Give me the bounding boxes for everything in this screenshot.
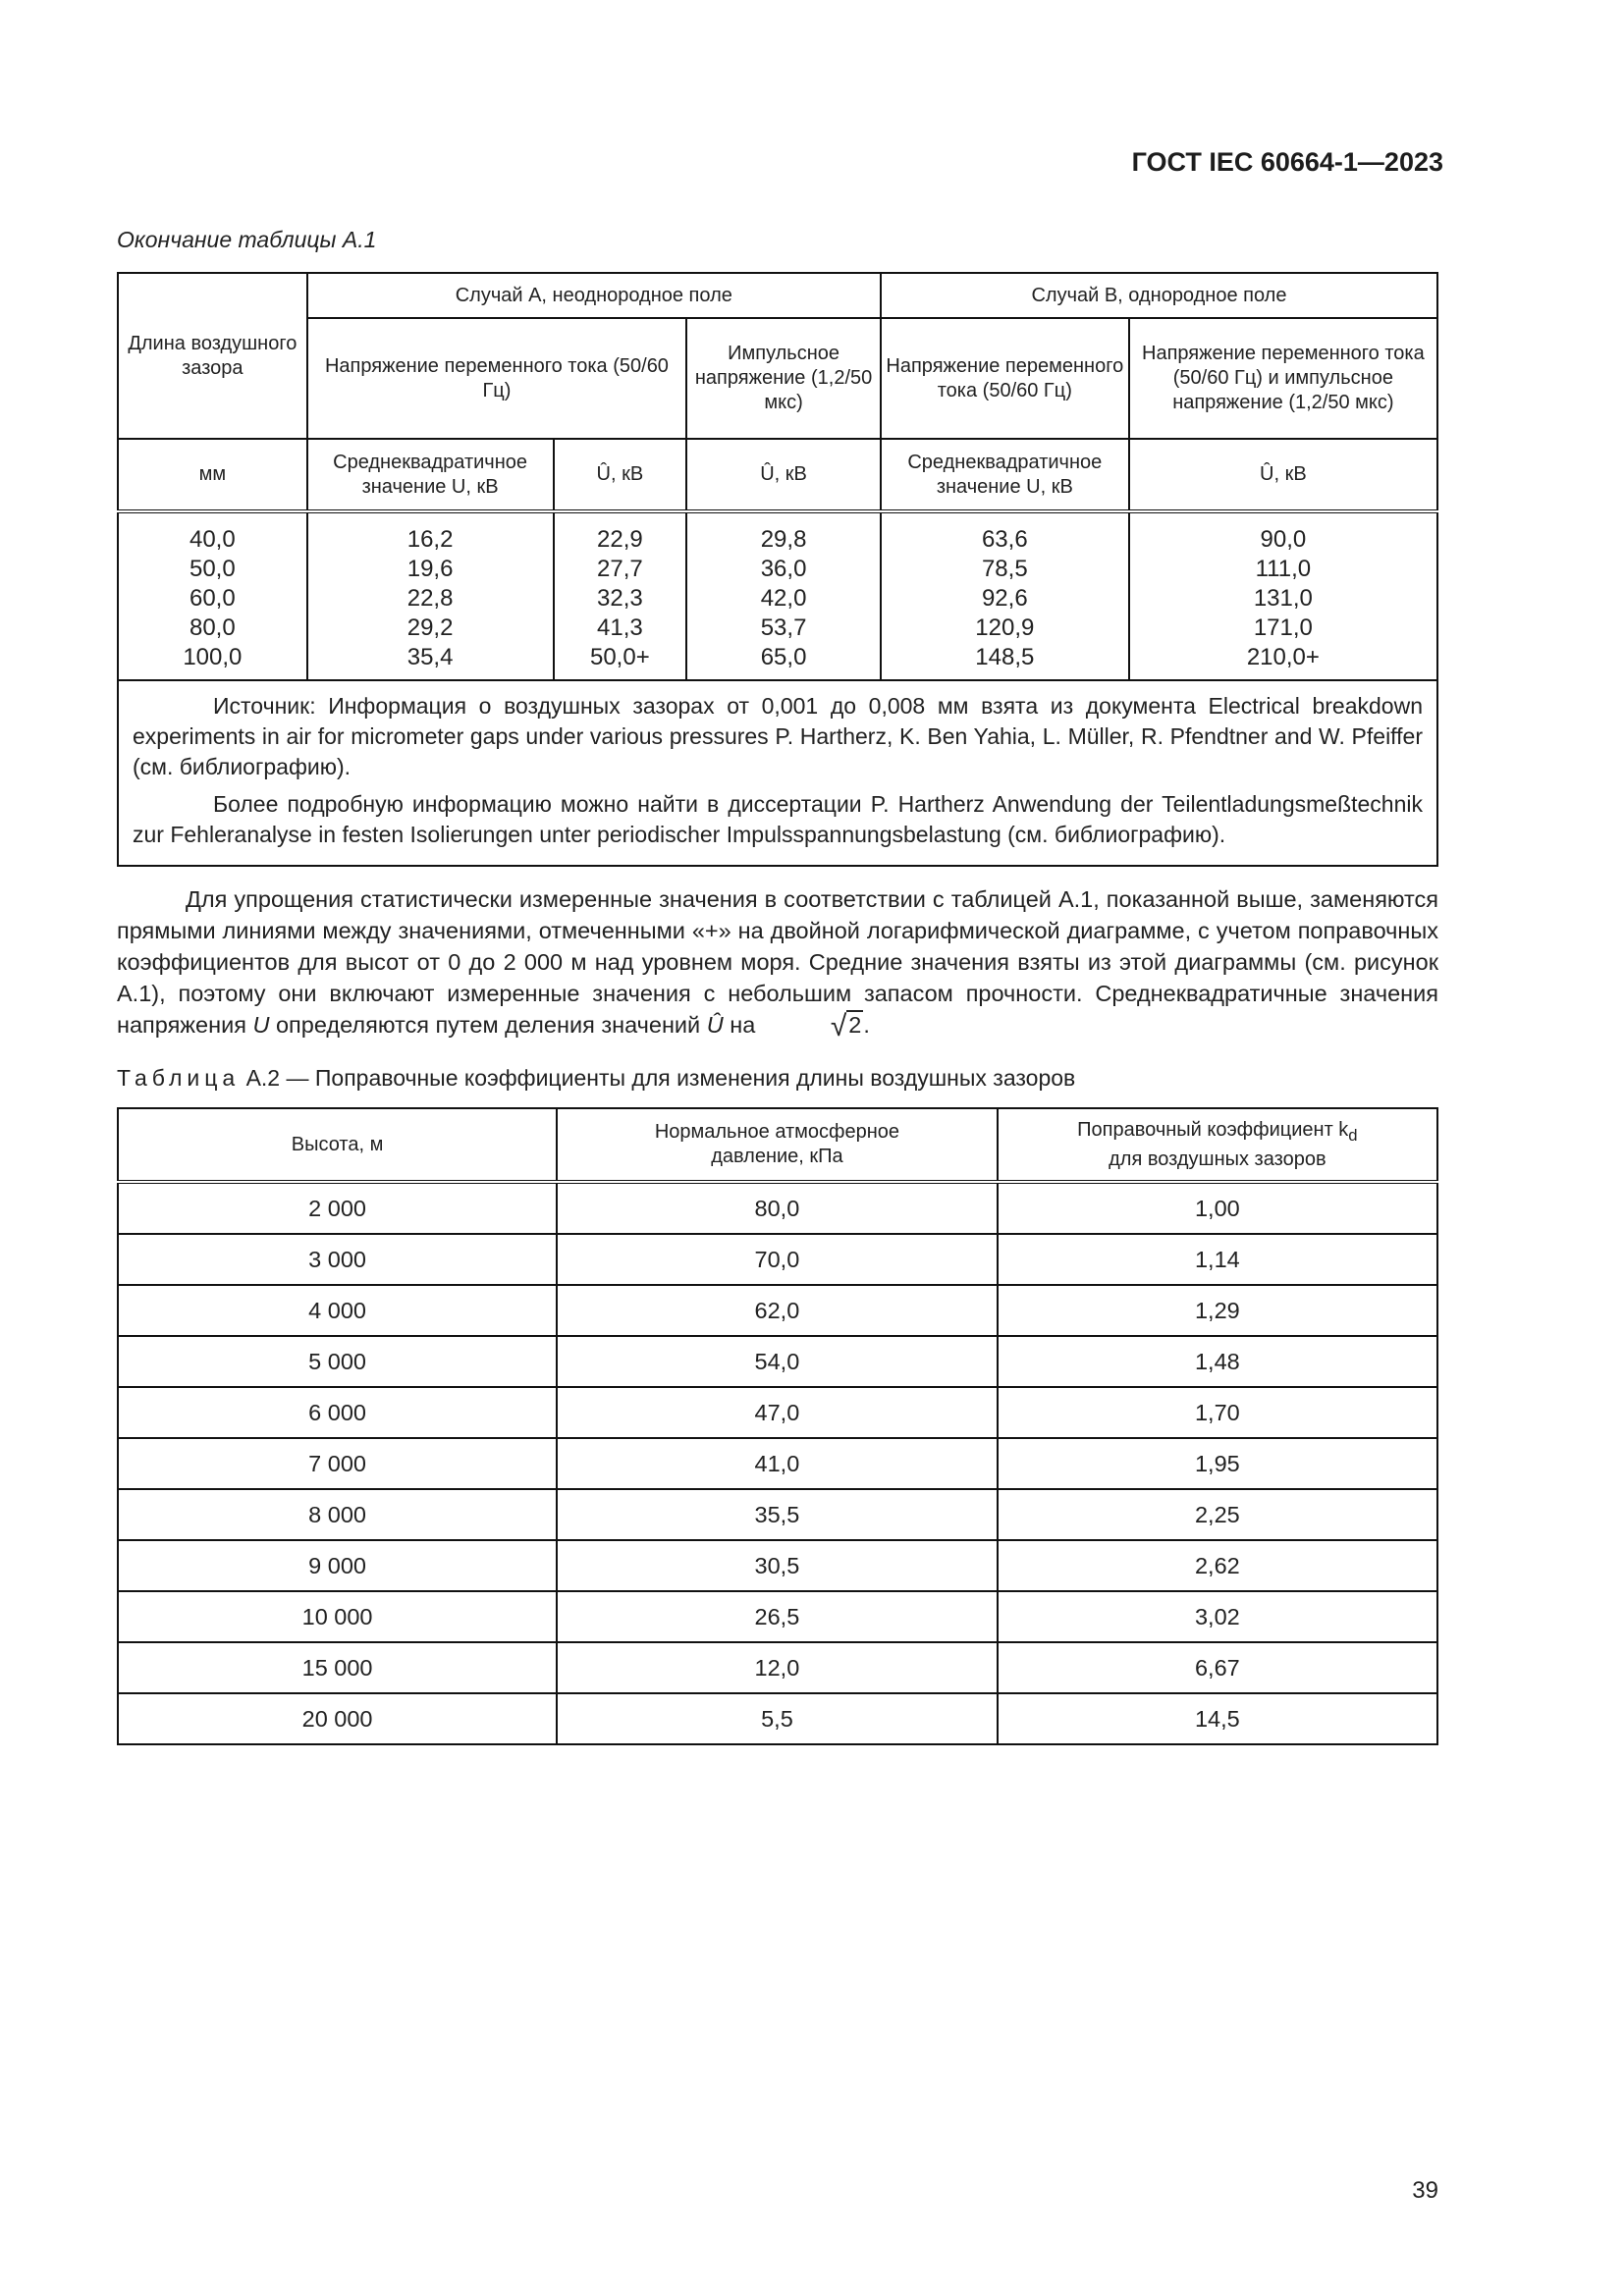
header-factor-suffix: для воздушных зазоров (1109, 1148, 1326, 1170)
unit-impulse-peak: Û, кВ (686, 439, 881, 511)
table-a1 (117, 272, 1438, 867)
header-a-ac-voltage: Напряжение переменного тока (50/60 Гц) (307, 318, 687, 439)
table-a2 (117, 1107, 1438, 1745)
factor-cell: 6,67 (998, 1642, 1437, 1693)
factor-cell: 1,14 (998, 1234, 1437, 1285)
factor-cell: 14,5 (998, 1693, 1437, 1744)
pressure-cell: 5,5 (557, 1693, 998, 1744)
altitude-cell: 8 000 (118, 1489, 557, 1540)
data-column-impulse-peak: 29,8 36,0 42,0 53,7 65,0 (686, 511, 881, 680)
header-factor-sub: d (1348, 1125, 1358, 1145)
header-altitude: Высота, м (118, 1108, 557, 1182)
unit-b-rms (881, 439, 1129, 511)
header-case-a: Случай А, неоднородное поле (307, 273, 881, 318)
paragraph-mid: определяются путем деления значений (275, 1012, 701, 1038)
factor-cell: 1,29 (998, 1285, 1437, 1336)
pressure-cell: 47,0 (557, 1387, 998, 1438)
altitude-cell: 9 000 (118, 1540, 557, 1591)
header-b-ac-voltage: Напряжение переменного тока (50/60 Гц) (881, 318, 1129, 439)
table-a1-caption: Окончание таблицы А.1 (117, 227, 377, 252)
factor-cell: 1,70 (998, 1387, 1437, 1438)
source-note (118, 680, 1437, 866)
unit-a-rms (307, 439, 554, 511)
factor-cell: 1,48 (998, 1336, 1437, 1387)
paragraph-end: . (863, 1012, 870, 1038)
header-factor-text: Поправочный коэффициент k (1077, 1118, 1349, 1141)
data-column-b-rms: 63,6 78,5 92,6 120,9 148,5 (881, 511, 1129, 680)
body-paragraph (117, 883, 1438, 1041)
pressure-cell: 26,5 (557, 1591, 998, 1642)
pressure-cell: 80,0 (557, 1182, 998, 1234)
pressure-cell: 35,5 (557, 1489, 998, 1540)
pressure-cell: 54,0 (557, 1336, 998, 1387)
header-a-impulse: Импульсное напряжение (1,2/50 мкс) (686, 318, 881, 439)
factor-cell: 1,95 (998, 1438, 1437, 1489)
data-column-b-peak: 90,0 111,0 131,0 171,0 210,0+ (1129, 511, 1437, 680)
unit-a-rms-line2: значение U, кВ (361, 475, 499, 498)
unit-a-peak: Û, кВ (554, 439, 687, 511)
table-a2-caption-label: Таблица (117, 1065, 241, 1091)
unit-b-rms-line2: значение U, кВ (936, 475, 1073, 498)
pressure-cell: 41,0 (557, 1438, 998, 1489)
factor-cell: 3,02 (998, 1591, 1437, 1642)
header-case-b: Случай В, однородное поле (881, 273, 1437, 318)
pressure-cell: 70,0 (557, 1234, 998, 1285)
header-length: Длина воздушного зазора (118, 273, 307, 439)
header-b-ac-impulse: Напряжение переменного тока (50/60 Гц) и импульсное напряжение (1,2/50 мкс) (1129, 318, 1437, 439)
factor-cell: 1,00 (998, 1182, 1437, 1234)
altitude-cell: 15 000 (118, 1642, 557, 1693)
table-a2-caption (117, 1065, 1075, 1092)
altitude-cell: 5 000 (118, 1336, 557, 1387)
source-note-2: Более подробную информацию можно найти в диссертации P. Hartherz Anwendung der Teilentladungsmeßtechnik zur Fehleranalyse in festen Isolierungen unter periodischer Impulsspannungsbelastung (см. библиографию). (133, 791, 1423, 847)
source-note-1: Источник: Информация о воздушных зазорах от 0,001 до 0,008 мм взята из документа Electrical breakdown experiments in air for micrometer gaps under various pressures P. Hartherz, K. Ben Yahia, L. Müller, R. Pfendtner and W. Pfeiffer (см. библиографию). (133, 693, 1423, 779)
factor-cell: 2,62 (998, 1540, 1437, 1591)
pressure-cell: 62,0 (557, 1285, 998, 1336)
var-u-hat: Û (706, 1012, 724, 1038)
data-column-mm: 40,0 50,0 60,0 80,0 100,0 (118, 511, 307, 680)
altitude-cell: 20 000 (118, 1693, 557, 1744)
altitude-cell: 10 000 (118, 1591, 557, 1642)
altitude-cell: 7 000 (118, 1438, 557, 1489)
header-factor (998, 1108, 1437, 1182)
factor-cell: 2,25 (998, 1489, 1437, 1540)
altitude-cell: 4 000 (118, 1285, 557, 1336)
data-column-a-peak: 22,9 27,7 32,3 41,3 50,0+ (554, 511, 687, 680)
header-pressure: Нормальное атмосферное давление, кПа (557, 1108, 998, 1182)
unit-a-rms-line1: Среднеквадратичное (333, 451, 528, 473)
pressure-cell: 30,5 (557, 1540, 998, 1591)
altitude-cell: 2 000 (118, 1182, 557, 1234)
table-a2-caption-text: А.2 — Поправочные коэффициенты для изменения длины воздушных зазоров (245, 1065, 1076, 1091)
var-u: U (252, 1012, 270, 1038)
pressure-cell: 12,0 (557, 1642, 998, 1693)
unit-b-rms-line1: Среднеквадратичное (907, 451, 1103, 473)
sqrt-argument: 2 (848, 1012, 862, 1038)
sqrt-symbol: √ (830, 1010, 847, 1042)
data-column-a-rms: 16,2 19,6 22,8 29,2 35,4 (307, 511, 554, 680)
paragraph-text: Для упрощения статистически измеренные значения в соответствии с таблицей А.1, показанной выше, заменяются прямыми линиями между значениями, отмеченными «+» на двойной логарифмической диаграмме, с учетом поправочных коэффициентов для высот от 0 до 2 000 м над уровнем моря. Средние значения взяты из этой диаграммы (см. рисунок А.1), поэтому они включают измеренные значения с небольшим запасом прочности. Среднеквадратичные значения напряжения (117, 886, 1438, 1038)
paragraph-na: на (730, 1012, 756, 1038)
unit-mm: мм (118, 439, 307, 511)
page-number: 39 (1412, 2177, 1438, 2204)
altitude-cell: 3 000 (118, 1234, 557, 1285)
unit-b-peak: Û, кВ (1129, 439, 1437, 511)
standard-number: ГОСТ IEC 60664-1—2023 (1131, 147, 1443, 177)
altitude-cell: 6 000 (118, 1387, 557, 1438)
